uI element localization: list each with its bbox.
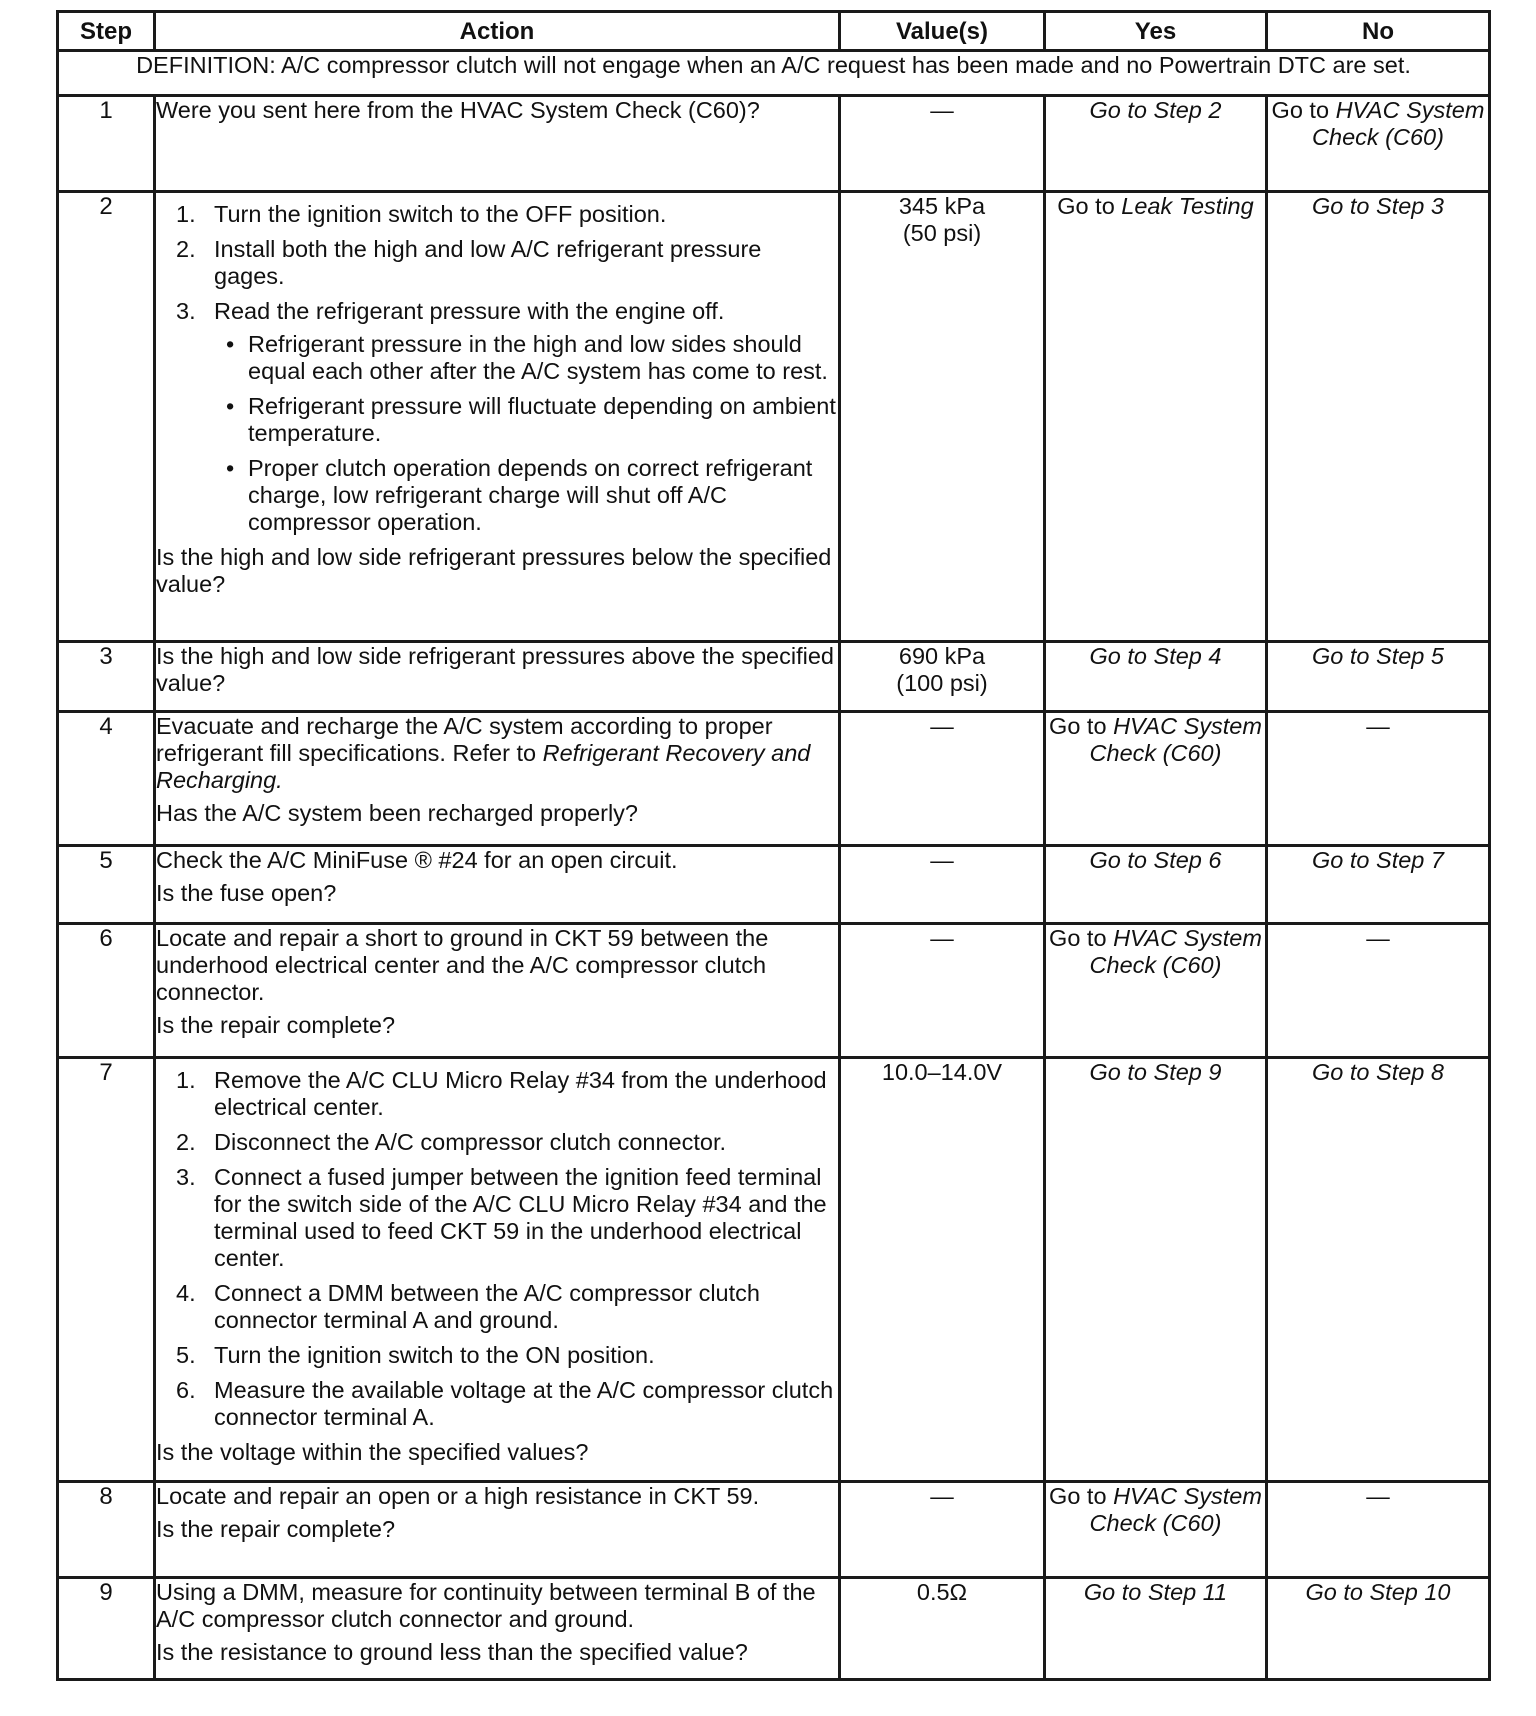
yes-link[interactable]: Go to Step 9 [1089,1059,1222,1085]
action-cell [155,1058,840,1482]
no-value: — [1366,1483,1390,1509]
substep-item: 3. Connect a fused jumper between the ignition feed terminal for the switch side of the A/C CLU Micro Relay #34 and the terminal used to feed CKT 59 in the underhood electrical center. [176,1164,827,1271]
bullet-item: • Proper clutch operation depends on correct refrigerant charge, low refrigerant charge will shut off A/C compressor operation. [226,455,813,535]
bullet-list [214,331,838,536]
action-cell [155,1482,840,1578]
yes-cell [1045,712,1267,846]
table-row [58,642,1490,712]
bullet-item: • Refrigerant pressure in the high and low sides should equal each other after the A/C system has come to rest. [226,331,828,384]
no-link[interactable]: Go to Step 7 [1312,847,1444,873]
substep-item: 1. Remove the A/C CLU Micro Relay #34 from the underhood electrical center. [176,1067,827,1120]
no-cell [1267,1058,1490,1482]
action-question: Is the fuse open? [156,880,337,906]
action-instruction: Using a DMM, measure for continuity between terminal B of the A/C compressor clutch connector and ground. [156,1579,816,1632]
step-number: 7 [58,1058,155,1482]
step-number: 3 [58,642,155,712]
definition-row [58,51,1490,96]
action-question: Were you sent here from the HVAC System Check (C60)? [156,97,760,123]
yes-cell [1045,1482,1267,1578]
step-number: 6 [58,924,155,1058]
substep-item: 6. Measure the available voltage at the A/C compressor clutch connector terminal A. [176,1377,834,1430]
yes-cell [1045,192,1267,642]
no-cell [1267,712,1490,846]
step-number: 4 [58,712,155,846]
action-instruction: Check the A/C MiniFuse ® #24 for an open circuit. [156,847,678,873]
value-cell: — [840,846,1045,924]
no-cell [1267,192,1490,642]
yes-prefix: Go to [1049,1483,1114,1509]
value-cell: 10.0–14.0V [840,1058,1045,1482]
yes-prefix: Go to [1049,713,1114,739]
reference-link[interactable]: Refrigerant Recovery and Recharging. [156,740,811,793]
definition-text: DEFINITION: A/C compressor clutch will not engage when an A/C request has been made and no Powertrain DTC are set. [58,51,1490,96]
table-row [58,96,1490,192]
step-number: 9 [58,1578,155,1680]
substep-item: 3. Read the refrigerant pressure with the engine off. • Refrigerant pressure in the high and low sides should equal each other after the A/C system has come to rest. • Refrigerant pressure will fluctuate depending on ambient temperature. • Proper clutch operation depends on correct refrigerant charge, low refrigerant charge will shut off A/C compressor operation. [156,298,838,536]
table-row [58,1482,1490,1578]
yes-prefix: Go to [1057,193,1122,219]
action-cell [155,846,840,924]
action-instruction: Locate and repair a short to ground in CKT 59 between the underhood electrical center and the A/C compressor clutch connector. [156,925,769,1005]
yes-cell [1045,96,1267,192]
no-value: — [1366,925,1390,951]
action-instruction: Evacuate and recharge the A/C system according to proper refrigerant fill specifications. Refer to Refrigerant Recovery and Recharging. [156,713,811,793]
substep-list [156,201,838,536]
action-cell [155,1578,840,1680]
no-cell [1267,1482,1490,1578]
action-instruction: Locate and repair an open or a high resistance in CKT 59. [156,1483,760,1509]
header-yes: Yes [1045,12,1267,51]
no-cell [1267,924,1490,1058]
bullet-icon: • [226,393,235,419]
yes-link[interactable]: Go to Step 11 [1083,1579,1228,1605]
action-cell [155,642,840,712]
table-row [58,1578,1490,1680]
action-question: Is the high and low side refrigerant pressures above the specified value? [156,643,834,696]
no-value: — [1366,713,1390,739]
action-cell [155,96,840,192]
header-no: No [1267,12,1490,51]
action-cell [155,924,840,1058]
table-row [58,1058,1490,1482]
yes-cell [1045,1578,1267,1680]
action-question: Is the high and low side refrigerant pressures below the specified value? [156,544,832,597]
yes-link[interactable]: Go to Step 6 [1089,847,1222,873]
yes-cell [1045,924,1267,1058]
header-values: Value(s) [840,12,1045,51]
step-number: 1 [58,96,155,192]
table-row [58,712,1490,846]
value-cell: 0.5Ω [840,1578,1045,1680]
action-question: Is the repair complete? [156,1012,396,1038]
no-link[interactable]: Go to Step 8 [1312,1059,1444,1085]
yes-link[interactable]: Leak Testing [1121,193,1254,219]
step-number: 8 [58,1482,155,1578]
substep-item: 2. Disconnect the A/C compressor clutch connector. [176,1129,727,1155]
no-cell [1267,846,1490,924]
value-cell: — [840,924,1045,1058]
substep-item: 5. Turn the ignition switch to the ON position. [176,1342,655,1368]
yes-prefix: Go to [1049,925,1114,951]
yes-link[interactable]: HVAC System Check (C60) [1089,713,1262,766]
value-cell: — [840,1482,1045,1578]
header-row [58,12,1490,51]
substep-item: 4. Connect a DMM between the A/C compressor clutch connector terminal A and ground. [176,1280,760,1333]
yes-link[interactable]: HVAC System Check (C60) [1089,1483,1262,1536]
step-number: 5 [58,846,155,924]
bullet-icon: • [226,331,235,357]
no-link[interactable]: Go to Step 3 [1312,193,1444,219]
no-cell [1267,96,1490,192]
substep-item: 2. Install both the high and low A/C refrigerant pressure gages. [176,236,762,289]
substep-item: 1. Turn the ignition switch to the OFF position. [176,201,667,227]
yes-link[interactable]: HVAC System Check (C60) [1089,925,1262,978]
action-cell [155,712,840,846]
yes-link[interactable]: Go to Step 4 [1089,643,1222,669]
table-row [58,192,1490,642]
action-question: Is the repair complete? [156,1516,396,1542]
yes-cell [1045,1058,1267,1482]
header-step: Step [58,12,155,51]
diagnostic-table [56,10,1491,1681]
no-link[interactable]: HVAC System Check (C60) [1312,97,1485,150]
value-cell: — [840,96,1045,192]
action-cell [155,192,840,642]
bullet-item: • Refrigerant pressure will fluctuate depending on ambient temperature. [226,393,836,446]
action-question: Is the voltage within the specified values? [156,1439,589,1465]
action-question: Is the resistance to ground less than the specified value? [156,1639,748,1665]
yes-link[interactable]: Go to Step 2 [1089,97,1222,123]
no-cell [1267,1578,1490,1680]
header-action: Action [155,12,840,51]
table-row [58,924,1490,1058]
no-prefix: Go to [1271,97,1336,123]
action-question: Has the A/C system been recharged properly? [156,800,639,826]
value-cell: — [840,712,1045,846]
bullet-icon: • [226,455,235,481]
value-cell: 690 kPa (100 psi) [840,642,1045,712]
yes-cell [1045,846,1267,924]
no-link[interactable]: Go to Step 5 [1312,643,1444,669]
value-cell: 345 kPa (50 psi) [840,192,1045,642]
no-cell [1267,642,1490,712]
yes-cell [1045,642,1267,712]
substep-list [156,1067,838,1431]
table-row [58,846,1490,924]
no-link[interactable]: Go to Step 10 [1305,1579,1451,1605]
step-number: 2 [58,192,155,642]
